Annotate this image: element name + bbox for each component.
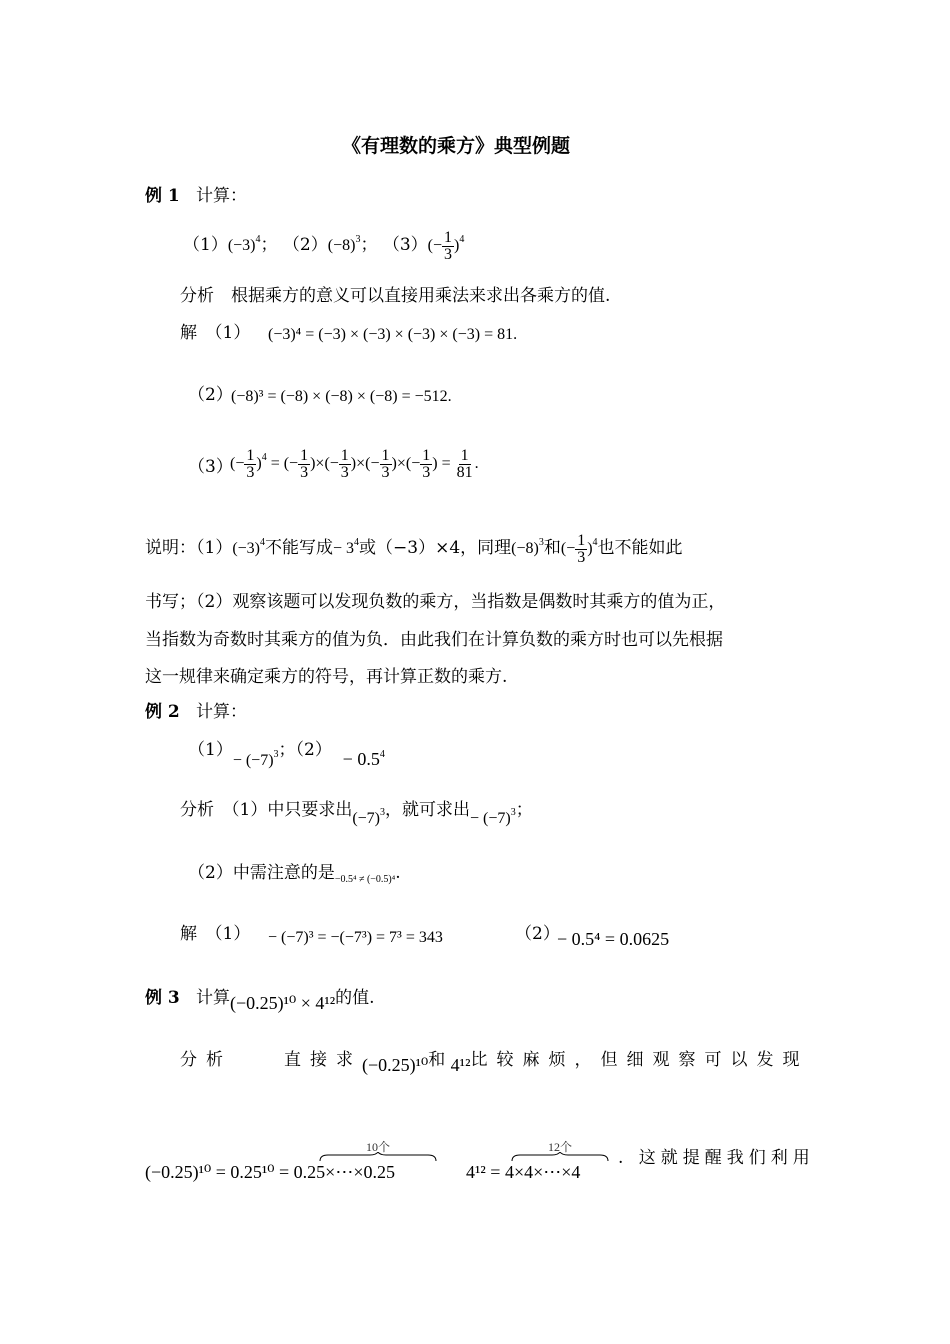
problem-1-expr: $(-3)^4$ [227, 234, 261, 255]
note-line-1: 说明：$(1)(-3)^4$不能写成− $3^4$或（−3）×4，同理$(-8)^3$和(− $\frac{1}{3}$ )$^4$也不能如此 [145, 532, 683, 566]
example-2-prompt: 计算： [195, 702, 247, 722]
example-1-solution-3-label: （3） [188, 457, 233, 477]
brace-label-10: 10个 [366, 1140, 391, 1154]
example-2-label: 例 2 [145, 702, 180, 722]
problem-1-label: （1） [183, 235, 228, 256]
example-1-analysis: 分析 根据乘方的意义可以直接用乘法来求出各乘方的值. [180, 286, 611, 306]
brace-12-icon [510, 1152, 610, 1162]
example-3-label: 例 3 [145, 988, 180, 1008]
example-1-solution-1: (−3)⁴ = (−3) × (−3) × (−3) × (−3) = 81. [268, 326, 518, 343]
example-3-tail: . 这就提醒我们利用 [618, 1148, 815, 1168]
example-1-solution-label: 解 （1） [180, 323, 251, 343]
example-2-solution-2: − 0.5⁴ = 0.0625 [557, 929, 670, 949]
example-2-analysis-1: 分析 （1）中只要求出$(-7)^3$，就可求出− $(-7)^3$； [180, 800, 533, 827]
example-2-heading [145, 697, 247, 722]
page-title: 《有理数的乘方》典型例题 [342, 135, 571, 157]
example-1-problems [183, 230, 464, 263]
problem-3-label: （3） [382, 235, 428, 256]
separator: ； [260, 235, 278, 256]
example-1-label: 例 1 [145, 186, 180, 206]
example-1-solution-3: (− $\frac{1}{3}$ )$^4$ = (− $\frac{1}{3}$ )×(− $\frac{1}{3}$ )×(− $\frac{1}{3}$ )×(− $\frac{1}{3}$ ) = $\frac{1}{81}$ . [230, 447, 479, 481]
example-3-formula-1: (−0.25)¹⁰ = 0.25¹⁰ = 0.25×⋯×0.25 [145, 1162, 395, 1182]
example-3-heading: 例 3 计算(−0.25)¹⁰ × 4¹²的值. [145, 988, 375, 1013]
example-1-prompt: 计算： [195, 186, 247, 206]
brace-10-icon [318, 1152, 438, 1162]
example-2-solution-1: − (−7)³ = −(−7³) = 7³ = 343 [268, 929, 443, 946]
example-2-solution-label: 解 （1） [180, 924, 251, 944]
brace-label-12: 12个 [548, 1140, 573, 1154]
example-1-solution-2-label: （2） [188, 385, 233, 405]
example-1-heading [145, 181, 247, 206]
problem-2-label: （2） [282, 235, 328, 256]
problem-2-expr: $(-8)^3$ [327, 234, 361, 255]
example-1-solution-2: (−8)³ = (−8) × (−8) × (−8) = −512. [231, 388, 452, 405]
note-line-2: 书写；（2）观察该题可以发现负数的乘方，当指数是偶数时其乘方的值为正， [145, 592, 726, 612]
note-line-4: 这一规律来确定乘方的符号，再计算正数的乘方. [145, 667, 508, 687]
example-3-formula-2: 4¹² = 4×4×⋯×4 [466, 1162, 581, 1182]
problem-3-expr: (− $\frac{1}{3}$ )$^4$ [427, 229, 465, 263]
note-line-3: 当指数为奇数时其乘方的值为负．由此我们在计算负数的乘方时也可以先根据 [145, 630, 723, 650]
separator: ； [360, 235, 378, 256]
example-2-solution-2-label: （2） [515, 924, 560, 944]
example-3-analysis: 分析 直接求(−0.25)¹⁰和 4¹²比较麻烦，但细观察可以发现 [180, 1050, 809, 1075]
example-2-problems: $(1)- (-7)^3$；$(2) - 0.5^4$ [188, 740, 385, 769]
example-2-analysis-2: （2）中需注意的是$_{-0.5^4 \ne (-0.5)^4}$. [188, 863, 401, 885]
